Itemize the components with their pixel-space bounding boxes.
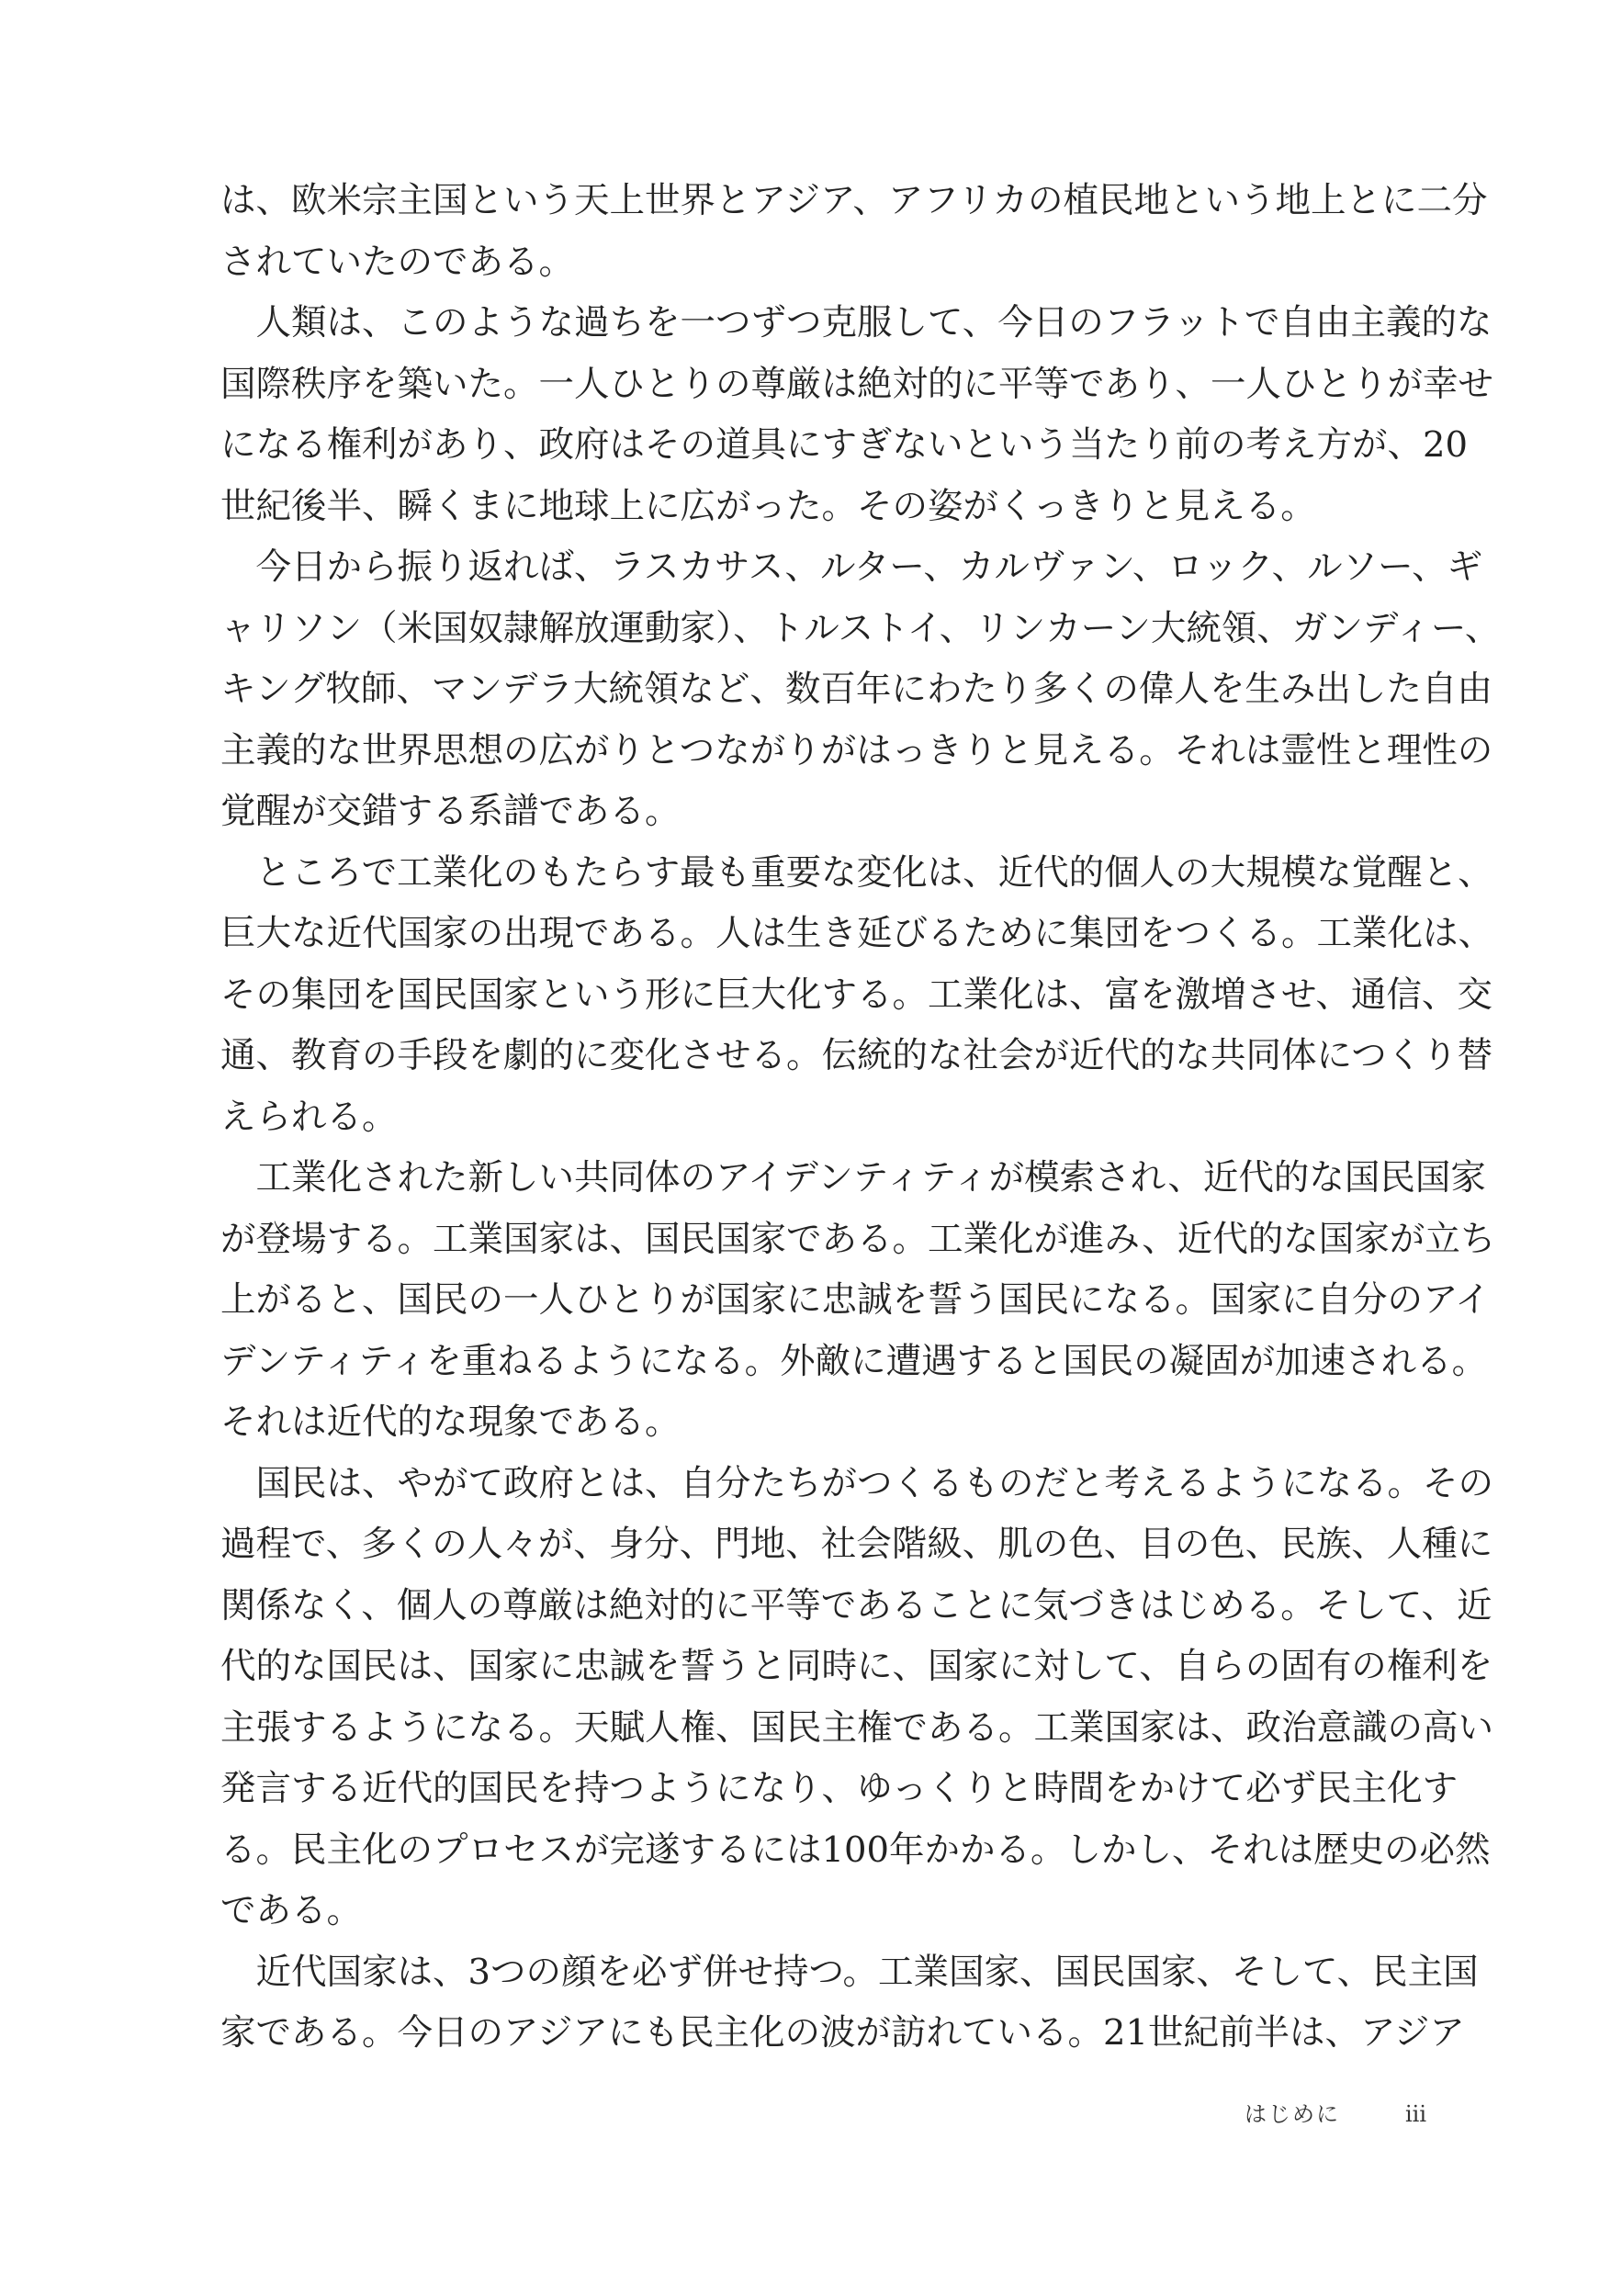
text-line: えられる。 (220, 1096, 398, 1138)
text-line: キング牧師、マンデラ大統領など、数百年にわたり多くの偉人を生み出した自由 (220, 669, 1492, 710)
text-line: されていたのである。 (220, 241, 575, 283)
text-line: ャリソン（米国奴隷解放運動家）、トルストイ、リンカーン大統領、ガンディー、 (220, 607, 1501, 649)
body-text (220, 171, 1501, 2065)
text-line: 発言する近代的国民を持つようになり、ゆっくりと時間をかけて必ず民主化す (220, 1768, 1459, 1809)
text-line: が登場する。工業国家は、国民国家である。工業化が進み、近代的な国家が立ち (220, 1218, 1496, 1260)
text-line: になる権利があり、政府はその道具にすぎないという当たり前の考え方が、20 (220, 424, 1468, 466)
running-title: はじめに (1245, 2101, 1340, 2127)
text-line: る。民主化のプロセスが完遂するには100年かかる。しかし、それは歴史の必然 (220, 1829, 1491, 1871)
text-line: 上がると、国民の一人ひとりが国家に忠誠を誓う国民になる。国家に自分のアイ (220, 1279, 1491, 1321)
text-line: 人類は、このような過ちを一つずつ克服して、今日のフラットで自由主義的な (220, 302, 1492, 343)
text-line: 巨大な近代国家の出現である。人は生き延びるために集団をつくる。工業化は、 (220, 913, 1494, 954)
text-line: 近代国家は、3つの顔を必ず併せ持つ。工業国家、国民国家、そして、民主国 (220, 1951, 1479, 1993)
text-line: は、欧米宗主国という天上世界とアジア、アフリカの植民地という地上とに二分 (220, 180, 1488, 221)
text-line: 国民は、やがて政府とは、自分たちがつくるものだと考えるようになる。その (220, 1462, 1494, 1504)
text-line: 主張するようになる。天賦人権、国民主権である。工業国家は、政治意識の高い (220, 1706, 1494, 1749)
text-line: 家である。今日のアジアにも民主化の波が訪れている。21世紀前半は、アジア (220, 2012, 1465, 2054)
text-line: 主義的な世界思想の広がりとつながりがはっきりと見える。それは霊性と理性の (220, 729, 1493, 771)
text-line: その集団を国民国家という形に巨大化する。工業化は、富を激増させ、通信、交 (220, 974, 1492, 1016)
text-line: 工業化された新しい共同体のアイデンティティが模索され、近代的な国民国家 (220, 1157, 1486, 1199)
text-line: 今日から振り返れば、ラスカサス、ルター、カルヴァン、ロック、ルソー、ギ (220, 546, 1483, 588)
text-line: である。 (220, 1890, 363, 1931)
text-line: 国際秩序を築いた。一人ひとりの尊厳は絶対的に平等であり、一人ひとりが幸せ (220, 363, 1494, 405)
text-line: 世紀後半、瞬くまに地球上に広がった。その姿がくっきりと見える。 (220, 485, 1316, 527)
text-line: 過程で、多くの人々が、身分、門地、社会階級、肌の色、目の色、民族、人種に (220, 1524, 1493, 1565)
page-number: iii (1405, 2101, 1427, 2127)
text-line: 関係なく、個人の尊厳は絶対的に平等であることに気づきはじめる。そして、近 (220, 1584, 1492, 1626)
text-line: 覚醒が交錯する系譜である。 (220, 791, 681, 832)
page-footer (1194, 2096, 1470, 2133)
text-line: ところで工業化のもたらす最も重要な変化は、近代的個人の大規模な覚醒と、 (220, 851, 1493, 894)
text-line: デンティティを重ねるようになる。外敵に遭遇すると国民の凝固が加速される。 (220, 1340, 1488, 1382)
text-line: それは近代的な現象である。 (220, 1401, 681, 1443)
text-line: 代的な国民は、国家に忠誠を誓うと同時に、国家に対して、自らの固有の権利を (220, 1646, 1493, 1687)
text-line: 通、教育の手段を劇的に変化させる。伝統的な社会が近代的な共同体につくり替 (220, 1035, 1493, 1076)
